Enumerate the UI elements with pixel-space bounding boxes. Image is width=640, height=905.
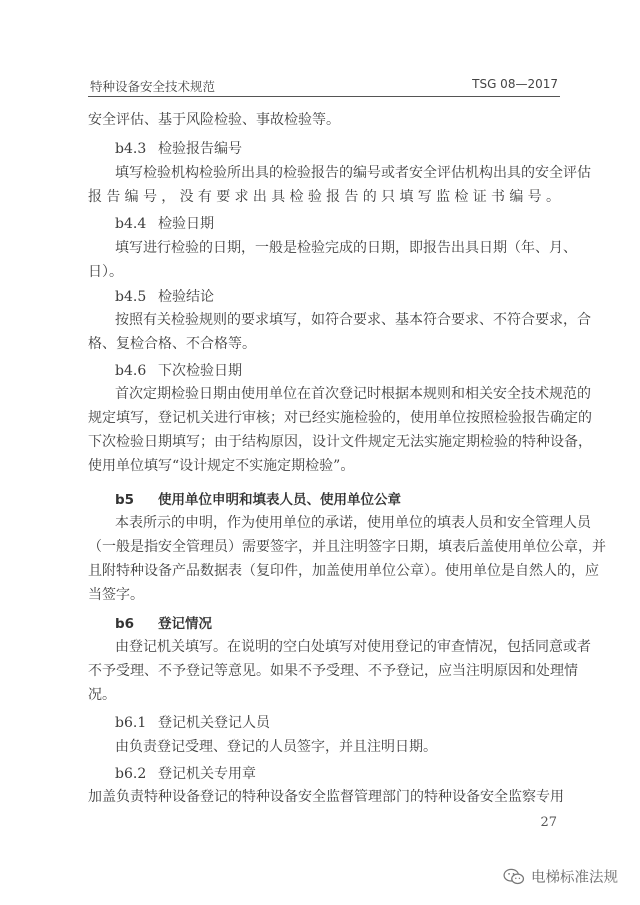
subsection-title: 登记机关专用章	[158, 766, 256, 782]
section-title: 使用单位申明和填表人员、使用单位公章	[158, 492, 401, 508]
subsection-number: b4.6	[115, 363, 147, 379]
header-rule	[88, 96, 560, 97]
watermark-text: 电梯标准法规	[531, 870, 618, 886]
subsection-heading-b6-2	[115, 763, 256, 783]
subsection-title: 登记机关登记人员	[158, 715, 270, 731]
text-line: 下次检验日期填写；由于结构原因，设计文件规定无法实施定期检验的特种设备，	[88, 434, 592, 450]
text-line: 填写检验机构检验所出具的检验报告的编号或者安全评估机构出具的安全评估	[115, 165, 591, 181]
subsection-number: b6.2	[115, 766, 147, 782]
text-line: （一般是指安全管理员）需要签字，并且注明签字日期，填表后盖使用单位公章，并	[88, 539, 606, 555]
subsection-heading-b4-4	[115, 213, 214, 233]
subsection-heading-b6-1	[115, 712, 270, 732]
text-line: 按照有关检验规则的要求填写，如符合要求、基本符合要求、不符合要求，合	[115, 312, 591, 328]
section-number: b5	[115, 492, 135, 508]
watermark	[503, 866, 618, 887]
section-number: b6	[115, 616, 135, 632]
subsection-title: 下次检验日期	[158, 363, 242, 379]
text-line: 由负责登记受理、登记的人员签字，并且注明日期。	[115, 739, 437, 755]
text-line: 本表所示的申明，作为使用单位的承诺，使用单位的填表人员和安全管理人员	[115, 515, 591, 531]
section-heading-b5	[115, 488, 401, 508]
text-line: 格、复检合格、不合格等。	[88, 336, 256, 352]
section-title: 登记情况	[158, 616, 212, 632]
subsection-number: b4.4	[115, 216, 147, 232]
subsection-heading-b4-5	[115, 286, 214, 306]
text-line: 由登记机关填写。在说明的空白处填写对使用登记的审查情况，包括同意或者	[115, 639, 591, 655]
text-line: 安全评估、基于风险检验、事故检验等。	[88, 112, 340, 128]
subsection-number: b4.5	[115, 289, 147, 305]
subsection-number: b4.3	[115, 141, 147, 157]
wechat-icon	[503, 868, 525, 886]
subsection-number: b6.1	[115, 715, 147, 731]
subsection-title: 检验报告编号	[158, 141, 242, 157]
text-line: 当签字。	[88, 587, 144, 603]
subsection-heading-b4-6	[115, 360, 242, 380]
text-line: 且附特种设备产品数据表（复印件，加盖使用单位公章）。使用单位是自然人的，应	[88, 563, 599, 579]
text-line: 报告编号，没有要求出具检验报告的只填写监检证书编号。	[88, 189, 560, 205]
running-header-code: TSG 08—2017	[472, 77, 558, 91]
text-line: 填写进行检验的日期，一般是检验完成的日期，即报告出具日期（年、月、	[115, 240, 577, 256]
text-line: 首次定期检验日期由使用单位在首次登记时根据本规则和相关安全技术规范的	[115, 386, 591, 402]
subsection-title: 检验结论	[158, 289, 214, 305]
section-heading-b6	[115, 612, 212, 632]
text-line: 日）。	[88, 264, 123, 280]
text-line: 规定填写，登记机关进行审核；对已经实施检验的，使用单位按照检验报告确定的	[88, 410, 592, 426]
text-line: 不予受理、不予登记等意见。如果不予受理、不予登记，应当注明原因和处理情	[88, 663, 578, 679]
text-line: 况。	[88, 687, 116, 703]
text-line: 使用单位填写“设计规定不实施定期检验”。	[88, 458, 355, 474]
subsection-heading-b4-3	[115, 138, 242, 158]
running-header-title: 特种设备安全技术规范	[90, 79, 216, 94]
page-number: 27	[540, 815, 557, 830]
subsection-title: 检验日期	[158, 216, 214, 232]
text-line: 加盖负责特种设备登记的特种设备安全监督管理部门的特种设备安全监察专用	[88, 789, 564, 805]
